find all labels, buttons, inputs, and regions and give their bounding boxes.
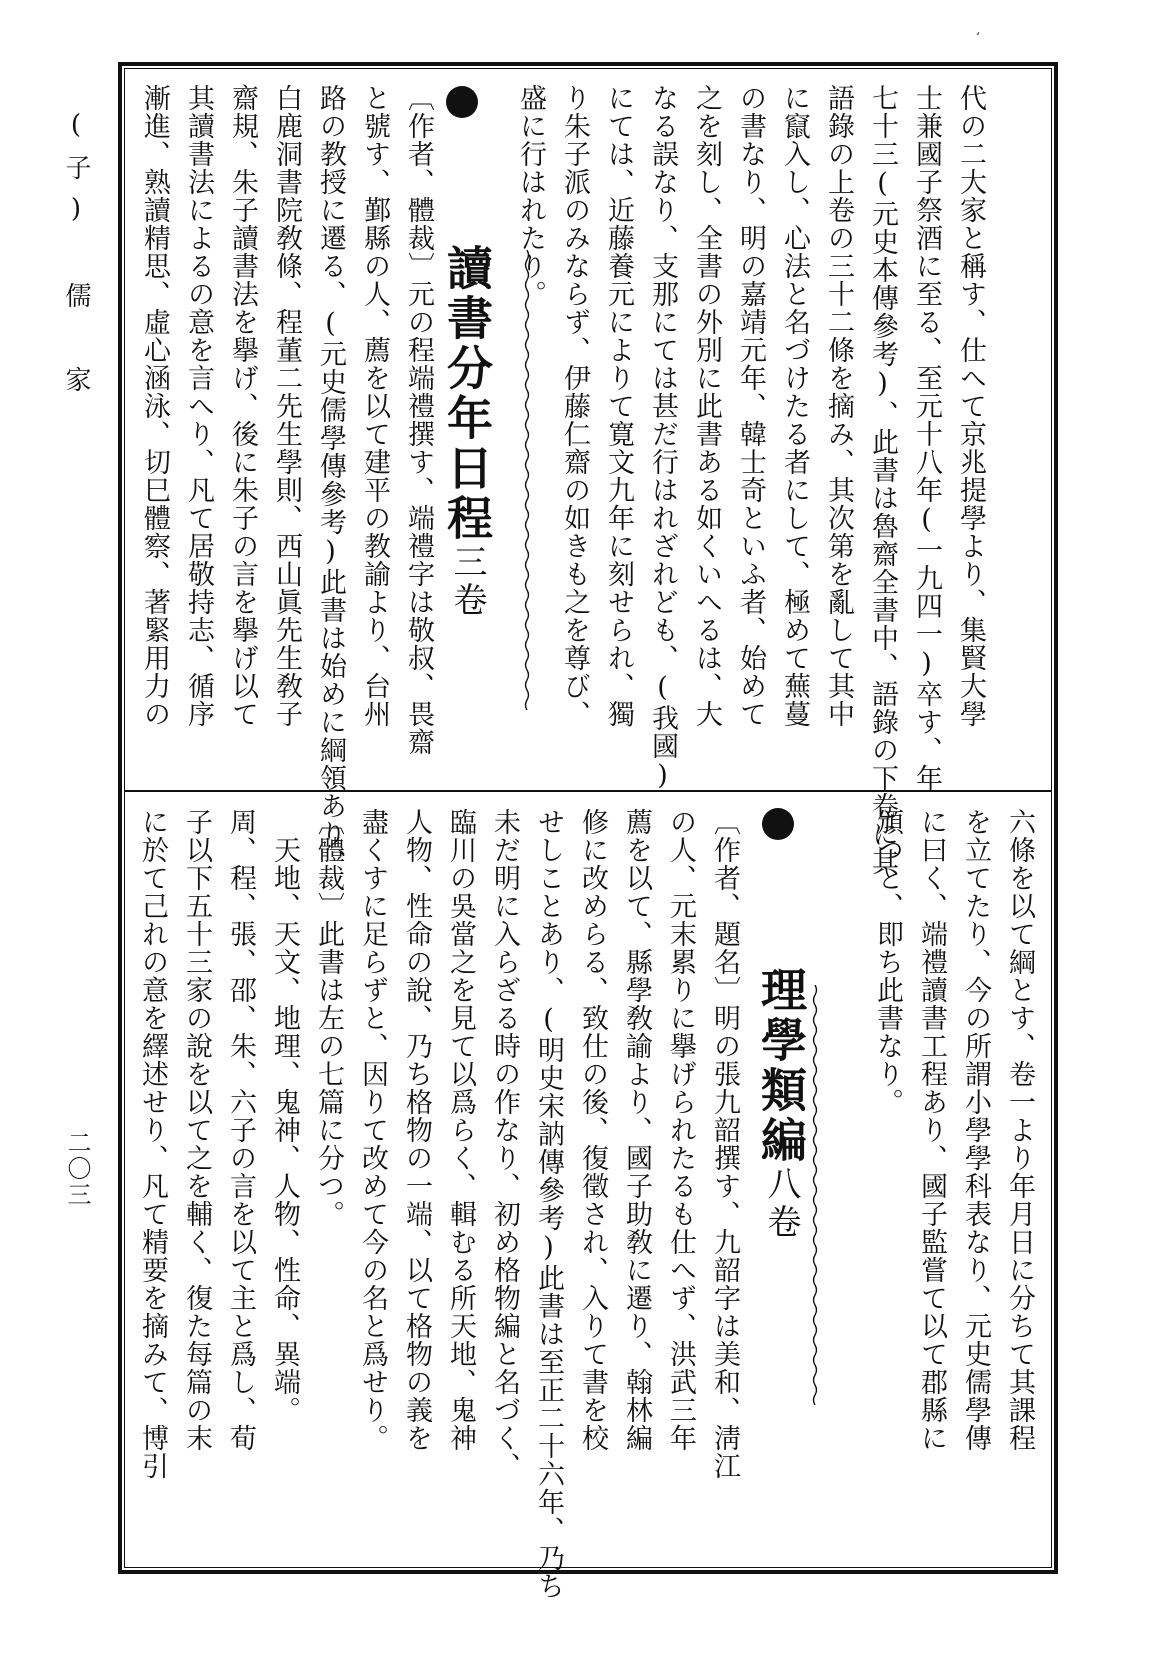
bottom-right-text: 六條を以て綱とす、卷一より年月日に分ちて其課程 を立てたり、今の所謂小學學科表なり、元史儒學傳 に曰く、端禮讀書工程あり、國子監嘗て以て郡縣に 頒つと、即ち此書なり。	[872, 808, 1035, 1452]
running-head: (子) 儒 家	[61, 110, 91, 406]
section1-body: 〔作者、體裁〕元の程端禮撰す、端禮字は敬叔、畏齋 と號す、鄞縣の人、薦を以て建平の教諭より、台州 路の教授に遷る、(元史儒學傳參考)此書は始めに綱領あり、 白鹿洞書院敎條、程董二先生學則、西山眞先生敎子 齋規、朱子讀書法を擧げ、後に朱子の言を擧げ以て 其讀書法によるの意を言へり、凡て居敬持志、循序 漸進、熟讀精思、虛心涵泳、切巳體察、著緊用力の	[139, 84, 434, 876]
section-bullet-icon	[762, 808, 794, 840]
section1-title: 讀書分年日程	[440, 244, 494, 544]
corner-mark: ʻ	[976, 30, 980, 44]
section2-title-block	[748, 850, 868, 1242]
section-bullet-icon	[446, 86, 478, 118]
top-right-text: 代の二大家と稱す、仕へて京兆提學より、集賢大學 士兼國子祭酒に至る、至元十八年(一九四一)卒す、年 七十三(元史本傳參考)、此書は魯齋全書中、語錄の下卷に其 語錄の上卷の三十二條を摘み、其次第を亂して其中 に竄入し、心法と名づけたる者にして、極めて蕪蔓 の書なり、明の嘉靖元年、韓士奇といふ者、始めて 之を刻し、全書の外別に此書ある如くいへるは、大 なる誤なり、支那にては甚だ行はれざれども、(我國) にては、近藤養元によりて寛文九年に刻せられ、獨 り朱子派のみならず、伊藤仁齋の如きも之を尊び、 盛に行はれたり。	[515, 84, 986, 876]
section2-volumes: 八卷	[761, 1166, 801, 1242]
section1-title-block	[434, 128, 554, 620]
section2-body: 〔作者、題名〕明の張九韶撰す、九韶字は美和、淸江 の人、元末累りに擧げられたるも仕へず、洪武三年 薦を以て、縣學敎諭より、國子助敎に遷り、翰林編 修に改めらる、致仕の後、復徵され、入りて書を校 せしことあり、(明史宋訥傳參考)此書は至正二十六年、乃ち 未だ明に入らざる時の作なり、初め格物編と名づく、 臨川の吳當之を見て以爲らく、輯むる所天地、鬼神 人物、性命の說、乃ち格物の一端、以て格物の義を 盡くすに足らずと、因りて改めて今の名と爲せり。 〔體裁〕此書は左の七篇に分つ。 天地、天文、地理、鬼神、人物、性命、異端。 周、程、張、邵、朱、六子の言を以て主と爲し、荀 子以下五十三家の說を以て之を輔く、復た每篇の末 に於て己れの意を繹述せり、凡て精要を摘みて、博引	[137, 808, 740, 1600]
section2-title: 理學類編	[754, 966, 808, 1166]
section1-volumes: 三卷	[447, 544, 487, 620]
page-number: 二〇三	[63, 1130, 91, 1208]
